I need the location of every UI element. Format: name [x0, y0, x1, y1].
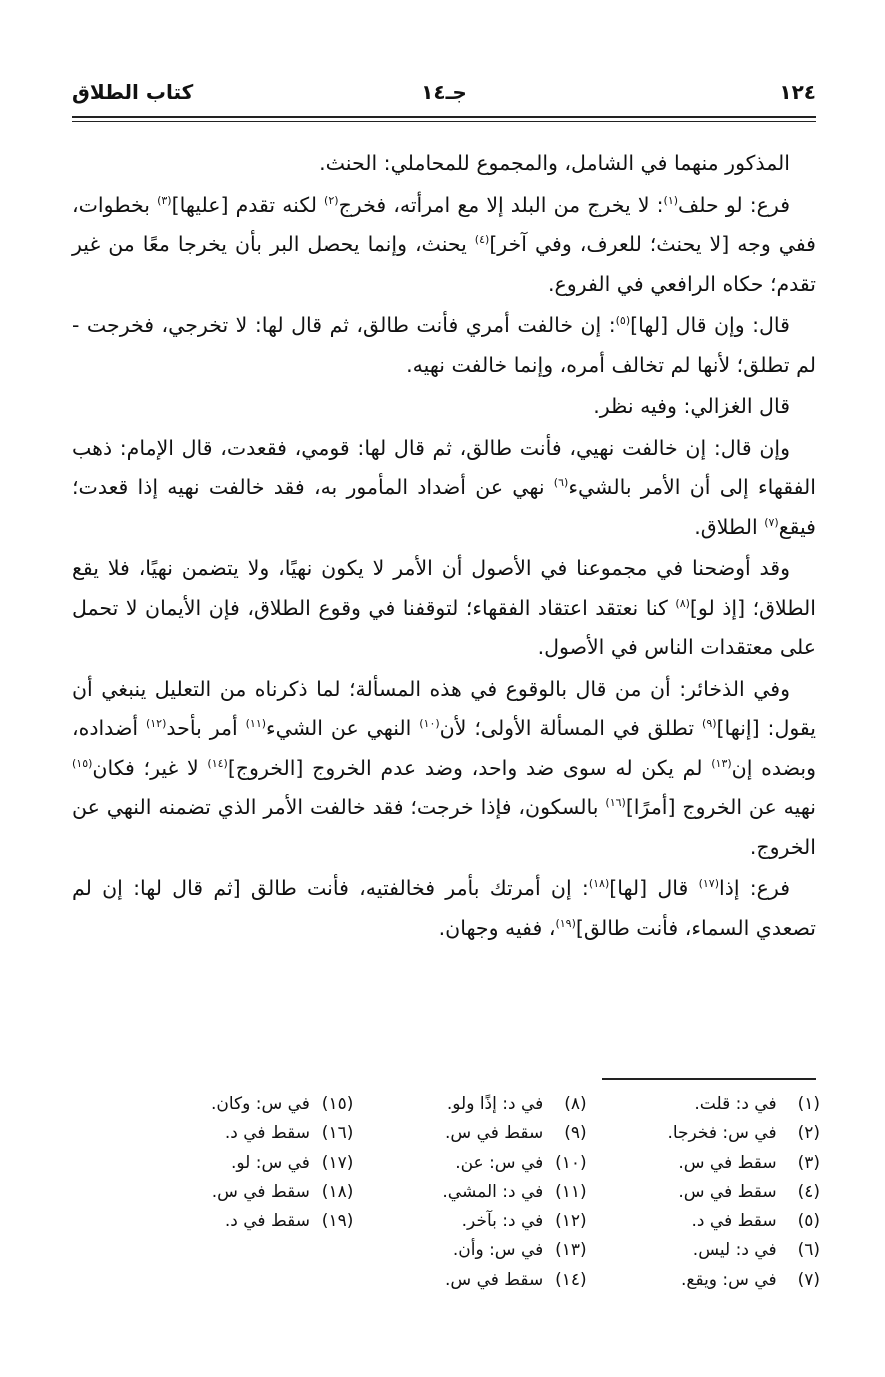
footnote-text: سقط في د. — [224, 1211, 316, 1232]
footnote-item — [120, 1090, 353, 1119]
running-header — [72, 80, 816, 116]
footnote-number: (١٥) — [321, 1094, 354, 1114]
text-run: فرع: إذا — [719, 876, 790, 900]
footnote-ref: (١٢) — [145, 717, 167, 730]
footnote-number: (١) — [797, 1094, 820, 1114]
paragraph — [72, 869, 816, 948]
footnote-item — [353, 1266, 586, 1295]
footnote-item — [120, 1119, 353, 1148]
footnote-text: في س: عن. — [455, 1152, 549, 1173]
footnote-text: في د: ليس. — [692, 1240, 782, 1261]
footnote-text: في س: لو. — [230, 1152, 316, 1173]
footnote-item — [353, 1178, 586, 1207]
footnote-text: في س: وأن. — [452, 1240, 549, 1261]
footnote-number: (١٧) — [321, 1152, 354, 1173]
paragraph — [72, 144, 816, 184]
footnote-text: سقط في د. — [691, 1211, 782, 1232]
text-run: أمر بأحد — [166, 716, 246, 740]
main-text — [72, 144, 816, 950]
text-run: الطلاق. — [694, 514, 765, 539]
text-run: نهي عن أضداد المأمور به، فقد خالفت نهيه إذا قعدت؛ فيقع — [72, 475, 816, 539]
header-rule-thick — [72, 116, 816, 118]
footnote-ref: (١٣) — [711, 756, 732, 770]
text-run: لم يكن له سوى ضد واحد، وضد عدم الخروج [الخروج] — [227, 755, 712, 780]
footnote-number: (١١) — [555, 1181, 587, 1202]
footnote-ref: (٩) — [702, 717, 717, 730]
footnote-number: (٢) — [797, 1123, 820, 1144]
footnote-text: في س: وكان. — [210, 1094, 316, 1114]
footnote-text: في د: المشي. — [442, 1181, 549, 1202]
footnote-item — [587, 1149, 820, 1178]
paragraph — [72, 429, 816, 548]
footnote-number: (٨) — [564, 1094, 587, 1114]
paragraph — [72, 186, 816, 305]
footnote-number: (٥) — [797, 1211, 820, 1232]
footnote-item — [120, 1207, 353, 1236]
text-run: أضداده، وبضده إن — [72, 716, 816, 780]
footnote-item — [353, 1207, 586, 1236]
footnote-ref: (١١) — [245, 717, 267, 730]
footnote-number: (١٤) — [555, 1269, 587, 1290]
footnote-text: سقط في س. — [678, 1181, 782, 1202]
footnotes — [120, 1090, 820, 1295]
footnote-item — [353, 1149, 586, 1178]
text-run: قال: وإن قال [لها] — [630, 313, 790, 337]
text-run: لا غير؛ فكان — [92, 755, 208, 780]
footnote-text: في د: بآخر. — [461, 1211, 549, 1232]
text-run: : إن أمرتك بأمر فخالفتيه، فأنت طالق [ثم قال لها: إن لم تصعدي السماء، فأنت طالق] — [72, 876, 816, 940]
footnote-text: سقط في س. — [445, 1269, 549, 1290]
footnote-ref: (١٤) — [207, 756, 228, 770]
page-number: ١٢٤ — [779, 80, 816, 104]
text-run: وفي الذخائر: أن من قال بالوقوع في هذه المسألة؛ لما ذكرناه من التعليل ينبغي أن يقول: [إنها] — [72, 676, 817, 740]
footnote-text: في س: ويقع. — [681, 1269, 782, 1290]
footnote-ref: (١٥) — [72, 756, 93, 770]
text-run: المذكور منهما في الشامل، والمجموع للمحاملي: الحنث. — [319, 151, 790, 175]
footnote-item — [353, 1090, 586, 1119]
text-run: كنا نعتقد اعتقاد الفقهاء؛ لتوقفنا في وقوع الطلاق، فإن الأيمان لا تحمل على معتقدات الناس في الأصول. — [72, 595, 816, 659]
footnote-item — [587, 1236, 820, 1265]
footnote-item — [587, 1207, 820, 1236]
footnote-separator — [602, 1078, 816, 1080]
footnote-item — [353, 1236, 586, 1265]
footnote-ref: (٢) — [324, 193, 339, 207]
footnote-ref: (٥) — [615, 314, 631, 327]
footnote-column — [120, 1090, 353, 1295]
text-run: وقد أوضحنا في مجموعنا في الأصول أن الأمر لا يكون نهيًا، ولا يتضمن نهيًا، فلا يقع الطلاق؛ [إذ لو] — [72, 556, 816, 620]
paragraph — [72, 549, 816, 668]
text-run: تطلق في المسألة الأولى؛ لأن — [439, 716, 703, 740]
text-run: وإن قال: إن خالفت نهيي، فأنت طالق، ثم قال لها: قومي، فقعدت، قال الإمام: ذهب الفقهاء إلى أن الأمر بالشيء — [72, 435, 816, 499]
text-run: نهيه عن الخروج [أمرًا] — [625, 795, 817, 819]
text-run: لكنه تقدم [عليها] — [171, 192, 325, 217]
header-rule-thin — [72, 121, 816, 122]
footnote-number: (٩) — [564, 1123, 587, 1144]
footnote-ref: (٧) — [764, 515, 779, 529]
footnote-ref: (٤) — [474, 233, 490, 246]
footnote-ref: (١٧) — [698, 877, 719, 890]
footnote-ref: (١) — [663, 193, 679, 207]
text-run: : لا يخرج من البلد إلا مع امرأته، فخرج — [338, 192, 664, 217]
footnote-item — [587, 1266, 820, 1295]
footnote-number: (١٦) — [321, 1123, 354, 1144]
text-run: النهي عن الشيء — [266, 716, 420, 740]
footnote-ref: (٦) — [553, 476, 569, 489]
footnote-item — [587, 1090, 820, 1119]
text-run: قال الغزالي: وفيه نظر. — [593, 394, 790, 418]
footnote-ref: (٨) — [675, 596, 690, 610]
footnote-text: في س: فخرجا. — [667, 1123, 782, 1144]
paragraph — [72, 670, 816, 868]
footnote-ref: (١٠) — [419, 717, 440, 730]
text-run: قال [لها] — [609, 876, 699, 900]
text-run: بخطوات، ففي وجه [لا يحنث؛ للعرف، وفي آخر] — [72, 192, 816, 256]
footnote-ref: (٣) — [157, 193, 172, 207]
footnote-text: سقط في د. — [224, 1123, 316, 1144]
footnote-item — [353, 1119, 586, 1148]
footnote-text: سقط في س. — [678, 1152, 782, 1173]
text-run: : إن خالفت أمري فأنت طالق، ثم قال لها: لا تخرجي، فخرجت - لم تطلق؛ لأنها لم تخالف أمره، وإنما خالفت نهيه. — [72, 313, 816, 377]
text-run: يحنث، وإنما يحصل البر بأن يخرجا معًا من غير تقدم؛ حكاه الرافعي في الفروع. — [72, 232, 816, 296]
footnote-item — [120, 1149, 353, 1178]
footnote-number: (١٨) — [321, 1181, 354, 1202]
footnote-text: سقط في س. — [445, 1123, 549, 1144]
paragraph — [72, 306, 816, 385]
footnote-column — [587, 1090, 820, 1295]
footnote-number: (٤) — [797, 1181, 820, 1202]
footnote-ref: (١٨) — [588, 877, 610, 890]
footnote-item — [587, 1178, 820, 1207]
footnote-text: سقط في س. — [211, 1181, 316, 1202]
footnote-text: في د: إذًا ولو. — [446, 1094, 549, 1114]
book-title: كتاب الطلاق — [72, 80, 194, 104]
text-run: بالسكون، فإذا خرجت؛ فقد خالفت الأمر الذي تضمنه النهي عن الخروج. — [72, 795, 816, 859]
footnote-number: (١٩) — [321, 1211, 354, 1232]
footnote-item — [120, 1178, 353, 1207]
paragraph — [72, 387, 816, 427]
footnote-number: (٦) — [797, 1240, 820, 1261]
footnote-number: (١٠) — [555, 1152, 587, 1173]
footnote-column — [353, 1090, 586, 1295]
text-run: ، ففيه وجهان. — [438, 915, 556, 940]
volume-number: جـ١٤ — [421, 80, 467, 104]
footnote-text: في د: قلت. — [694, 1094, 782, 1114]
footnote-item — [587, 1119, 820, 1148]
text-run: فرع: لو حلف — [678, 192, 791, 217]
footnote-ref: (١٩) — [555, 916, 576, 930]
footnote-number: (٧) — [797, 1269, 820, 1290]
footnote-number: (١٢) — [555, 1211, 587, 1232]
footnote-number: (١٣) — [555, 1240, 587, 1261]
footnote-number: (٣) — [797, 1152, 820, 1173]
footnote-ref: (١٦) — [605, 796, 626, 809]
